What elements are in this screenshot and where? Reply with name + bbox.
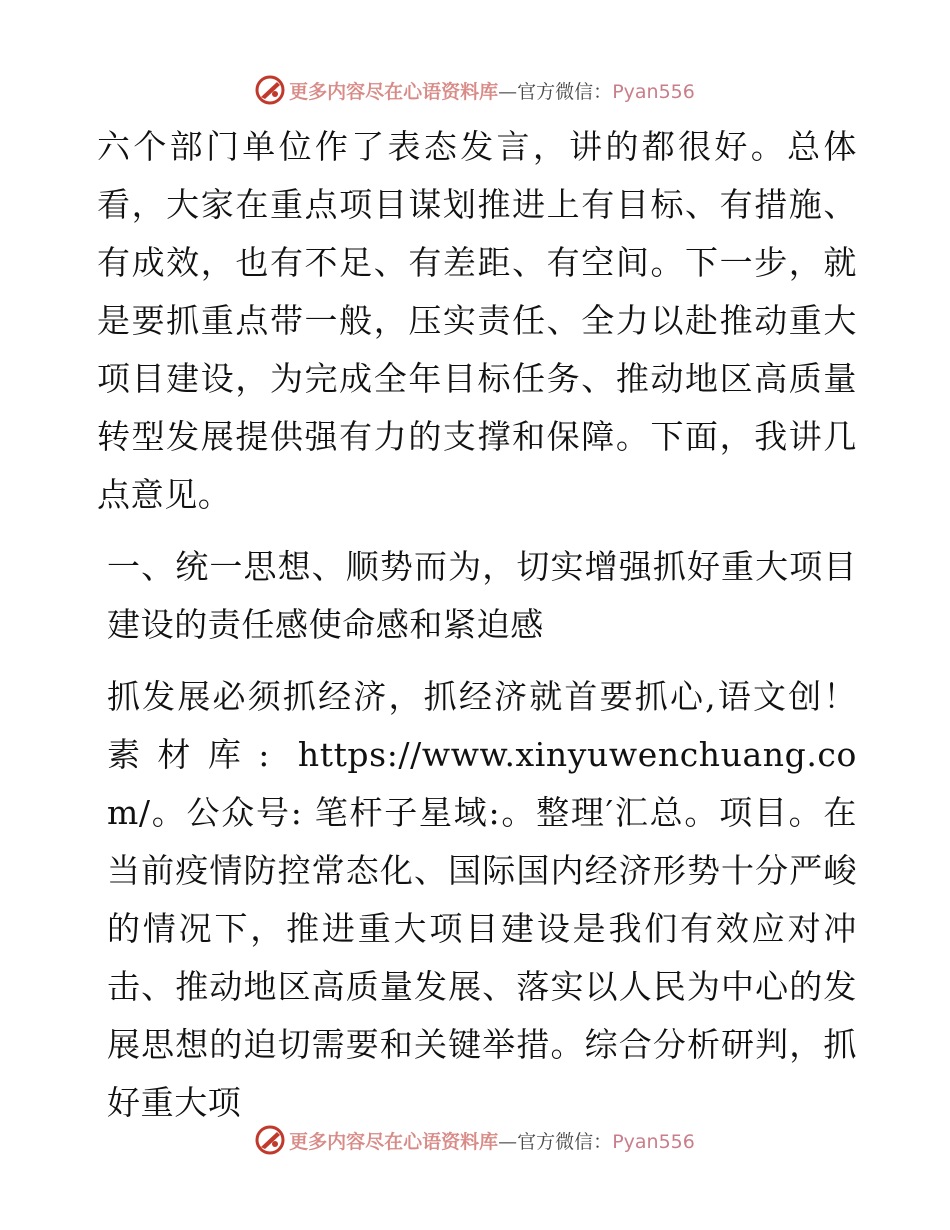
banner-text (289, 77, 695, 104)
banner-dash: — (498, 80, 518, 103)
banner-dash: — (498, 1130, 518, 1153)
banner-wechat-label: 官方微信： (517, 1130, 613, 1153)
section-heading-1: 一、统一思想、顺势而为，切实增强抓好重大项目建设的责任感使命感和紧迫感 (107, 547, 857, 644)
paragraph-section-1: 抓发展必须抓经济，抓经济就首要抓心,语文创！素材库: https://www.xinyuwenchuang.com/。公众号: 笔杆子星域:。整理′汇总。项目。在当前疫情防控常态化、国际国内经济形势十分严峻的情况下，推进重大项目建设是我们有效应对冲击、推动地区高质量发展、落实以人民为中心的发展思想的迫切需要和关键举措。综合分析研判，抓好重大项 (107, 677, 857, 1122)
header-banner (0, 70, 950, 110)
banner-wechat-id: Pyan556 (612, 80, 695, 103)
banner-library-text: 更多内容尽在心语资料库 (289, 1130, 499, 1153)
logo-icon (255, 1125, 285, 1155)
logo-icon (255, 75, 285, 105)
banner-library-text: 更多内容尽在心语资料库 (289, 80, 499, 103)
banner-wechat-id: Pyan556 (612, 1130, 695, 1153)
paragraph-intro: 六个部门单位作了表态发言，讲的都很好。总体看，大家在重点项目谋划推进上有目标、有措施、有成效，也有不足、有差距、有空间。下一步，就是要抓重点带一般，压实责任、全力以赴推动重大项目建设，为完成全年目标任务、推动地区高质量转型发展提供强有力的支撑和保障。下面，我讲几点意见。 (97, 127, 857, 514)
banner-wechat-label: 官方微信： (517, 80, 613, 103)
footer-banner (0, 1120, 950, 1160)
banner-text (289, 1127, 695, 1154)
document-body (97, 118, 857, 1132)
